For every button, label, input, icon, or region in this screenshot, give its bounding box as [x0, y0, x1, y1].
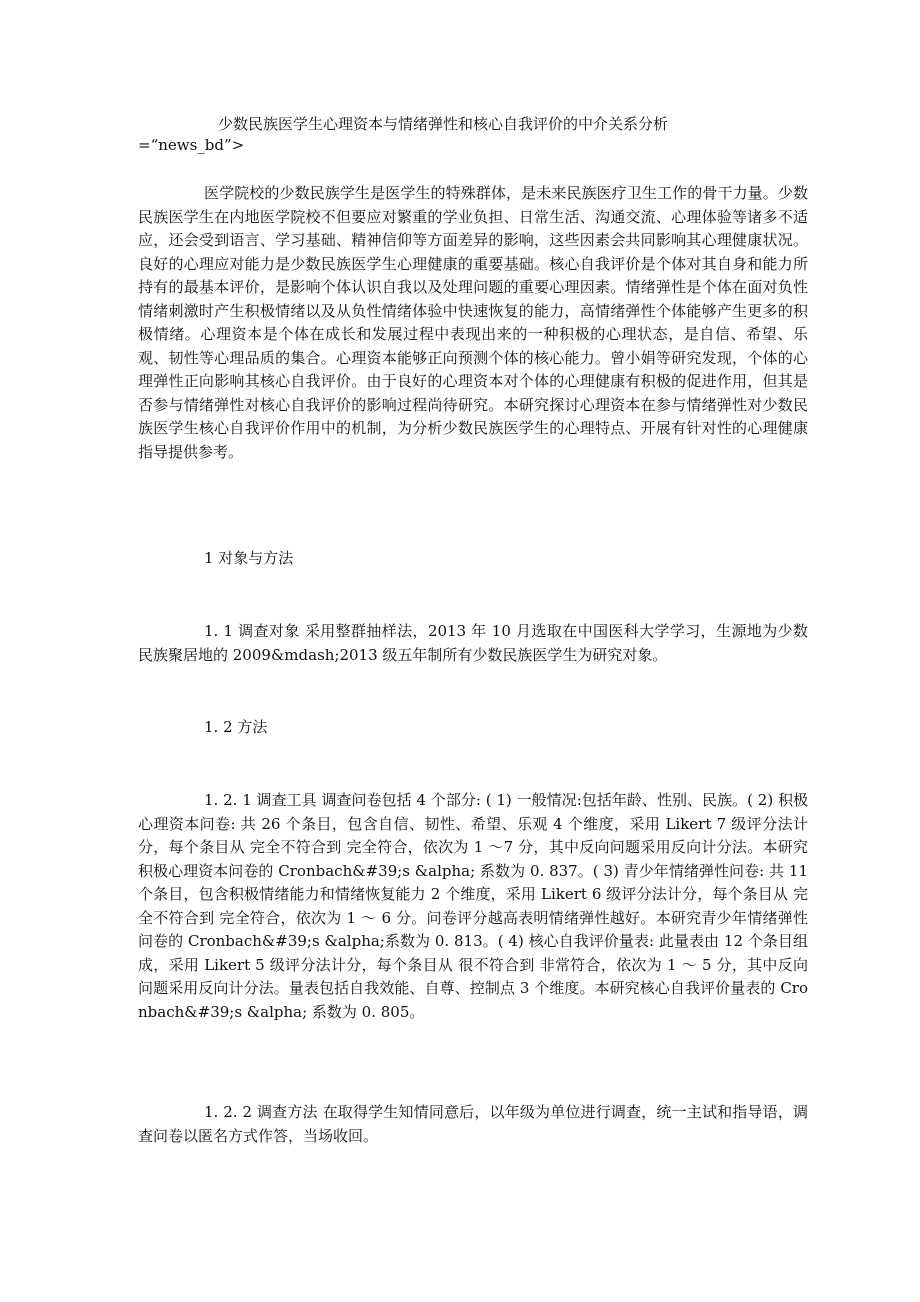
intro-paragraph: 医学院校的少数民族学生是医学生的特殊群体，是未来民族医疗卫生工作的骨干力量。少数民族医学生在内地医学院校不但要应对繁重的学业负担、日常生活、沟通交流、心理体验等诸多不适应，还会受到语言、学习基础、精神信仰等方面差异的影响，这些因素会共同影响其心理健康状况。良好的心理应对能力是少数民族医学生心理健康的重要基础。核心自我评价是个体对其自身和能力所持有的最基本评价，是影响个体认识自我以及处理问题的重要心理因素。情绪弹性是个体在面对负性情绪刺激时产生积极情绪以及从负性情绪体验中快速恢复的能力，高情绪弹性个体能够产生更多的积极情绪。心理资本是个体在成长和发展过程中表现出来的一种积极的心理状态，是自信、希望、乐观、韧性等心理品质的集合。心理资本能够正向预测个体的核心能力。曾小娟等研究发现，个体的心理弹性正向影响其核心自我评价。由于良好的心理资本对个体的心理健康有积极的促进作用，但其是否参与情绪弹性对核心自我评价的影响过程尚待研究。本研究探讨心理资本在参与情绪弹性对少数民族医学生核心自我评价作用中的机制，为分析少数民族医学生的心理特点、开展有针对性的心理健康指导提供参考。: [138, 184, 808, 461]
section-1-2-2-paragraph: 1. 2. 2 调查方法 在取得学生知情同意后，以年级为单位进行调查，统一主试和指导语，调查问卷以匿名方式作答，当场收回。: [138, 1103, 808, 1145]
document-title: 少数民族医学生心理资本与情绪弹性和核心自我评价的中介关系分析: [218, 115, 669, 133]
section-heading-1: 1 对象与方法: [204, 549, 294, 567]
section-heading-1-2: 1. 2 方法: [204, 718, 268, 736]
section-1-2-1-paragraph: 1. 2. 1 调查工具 调查问卷包括 4 个部分: ( 1) 一般情况:包括年龄、性别、民族。( 2) 积极心理资本问卷: 共 26 个条目，包含自信、韧性、希望、乐观 4 个维度，采用 Likert 7 级评分法计分，每个条目从 完全不符合到 完全符合，依次为 1 ～7 分，其中反向问题采用反向计分法。本研究积极心理资本问卷的 Cronbach&#39;s &alpha; 系数为 0. 837。( 3) 青少年情绪弹性问卷: 共 11 个条目，包含积极情绪能力和情绪恢复能力 2 个维度，采用 Likert 6 级评分法计分，每个条目从 完全不符合到 完全符合，依次为 1 ～ 6 分。问卷评分越高表明情绪弹性越好。本研究青少年情绪弹性问卷的 Cronbach&#39;s &alpha;系数为 0. 813。( 4) 核心自我评价量表: 此量表由 12 个条目组成，采用 Likert 5 级评分法计分，每个条目从 很不符合到 非常符合，依次为 1 ～ 5 分，其中反向问题采用反向计分法。量表包括自我效能、自尊、控制点 3 个维度。本研究核心自我评价量表的 Cronbach&#39;s &alpha; 系数为 0. 805。: [138, 791, 808, 1021]
section-1-1-paragraph: 1. 1 调查对象 采用整群抽样法，2013 年 10 月选取在中国医科大学学习，生源地为少数民族聚居地的 2009&mdash;2013 级五年制所有少数民族医学生为研究对象。: [138, 622, 808, 664]
document-subtitle: =“news_bd”>: [138, 136, 245, 154]
